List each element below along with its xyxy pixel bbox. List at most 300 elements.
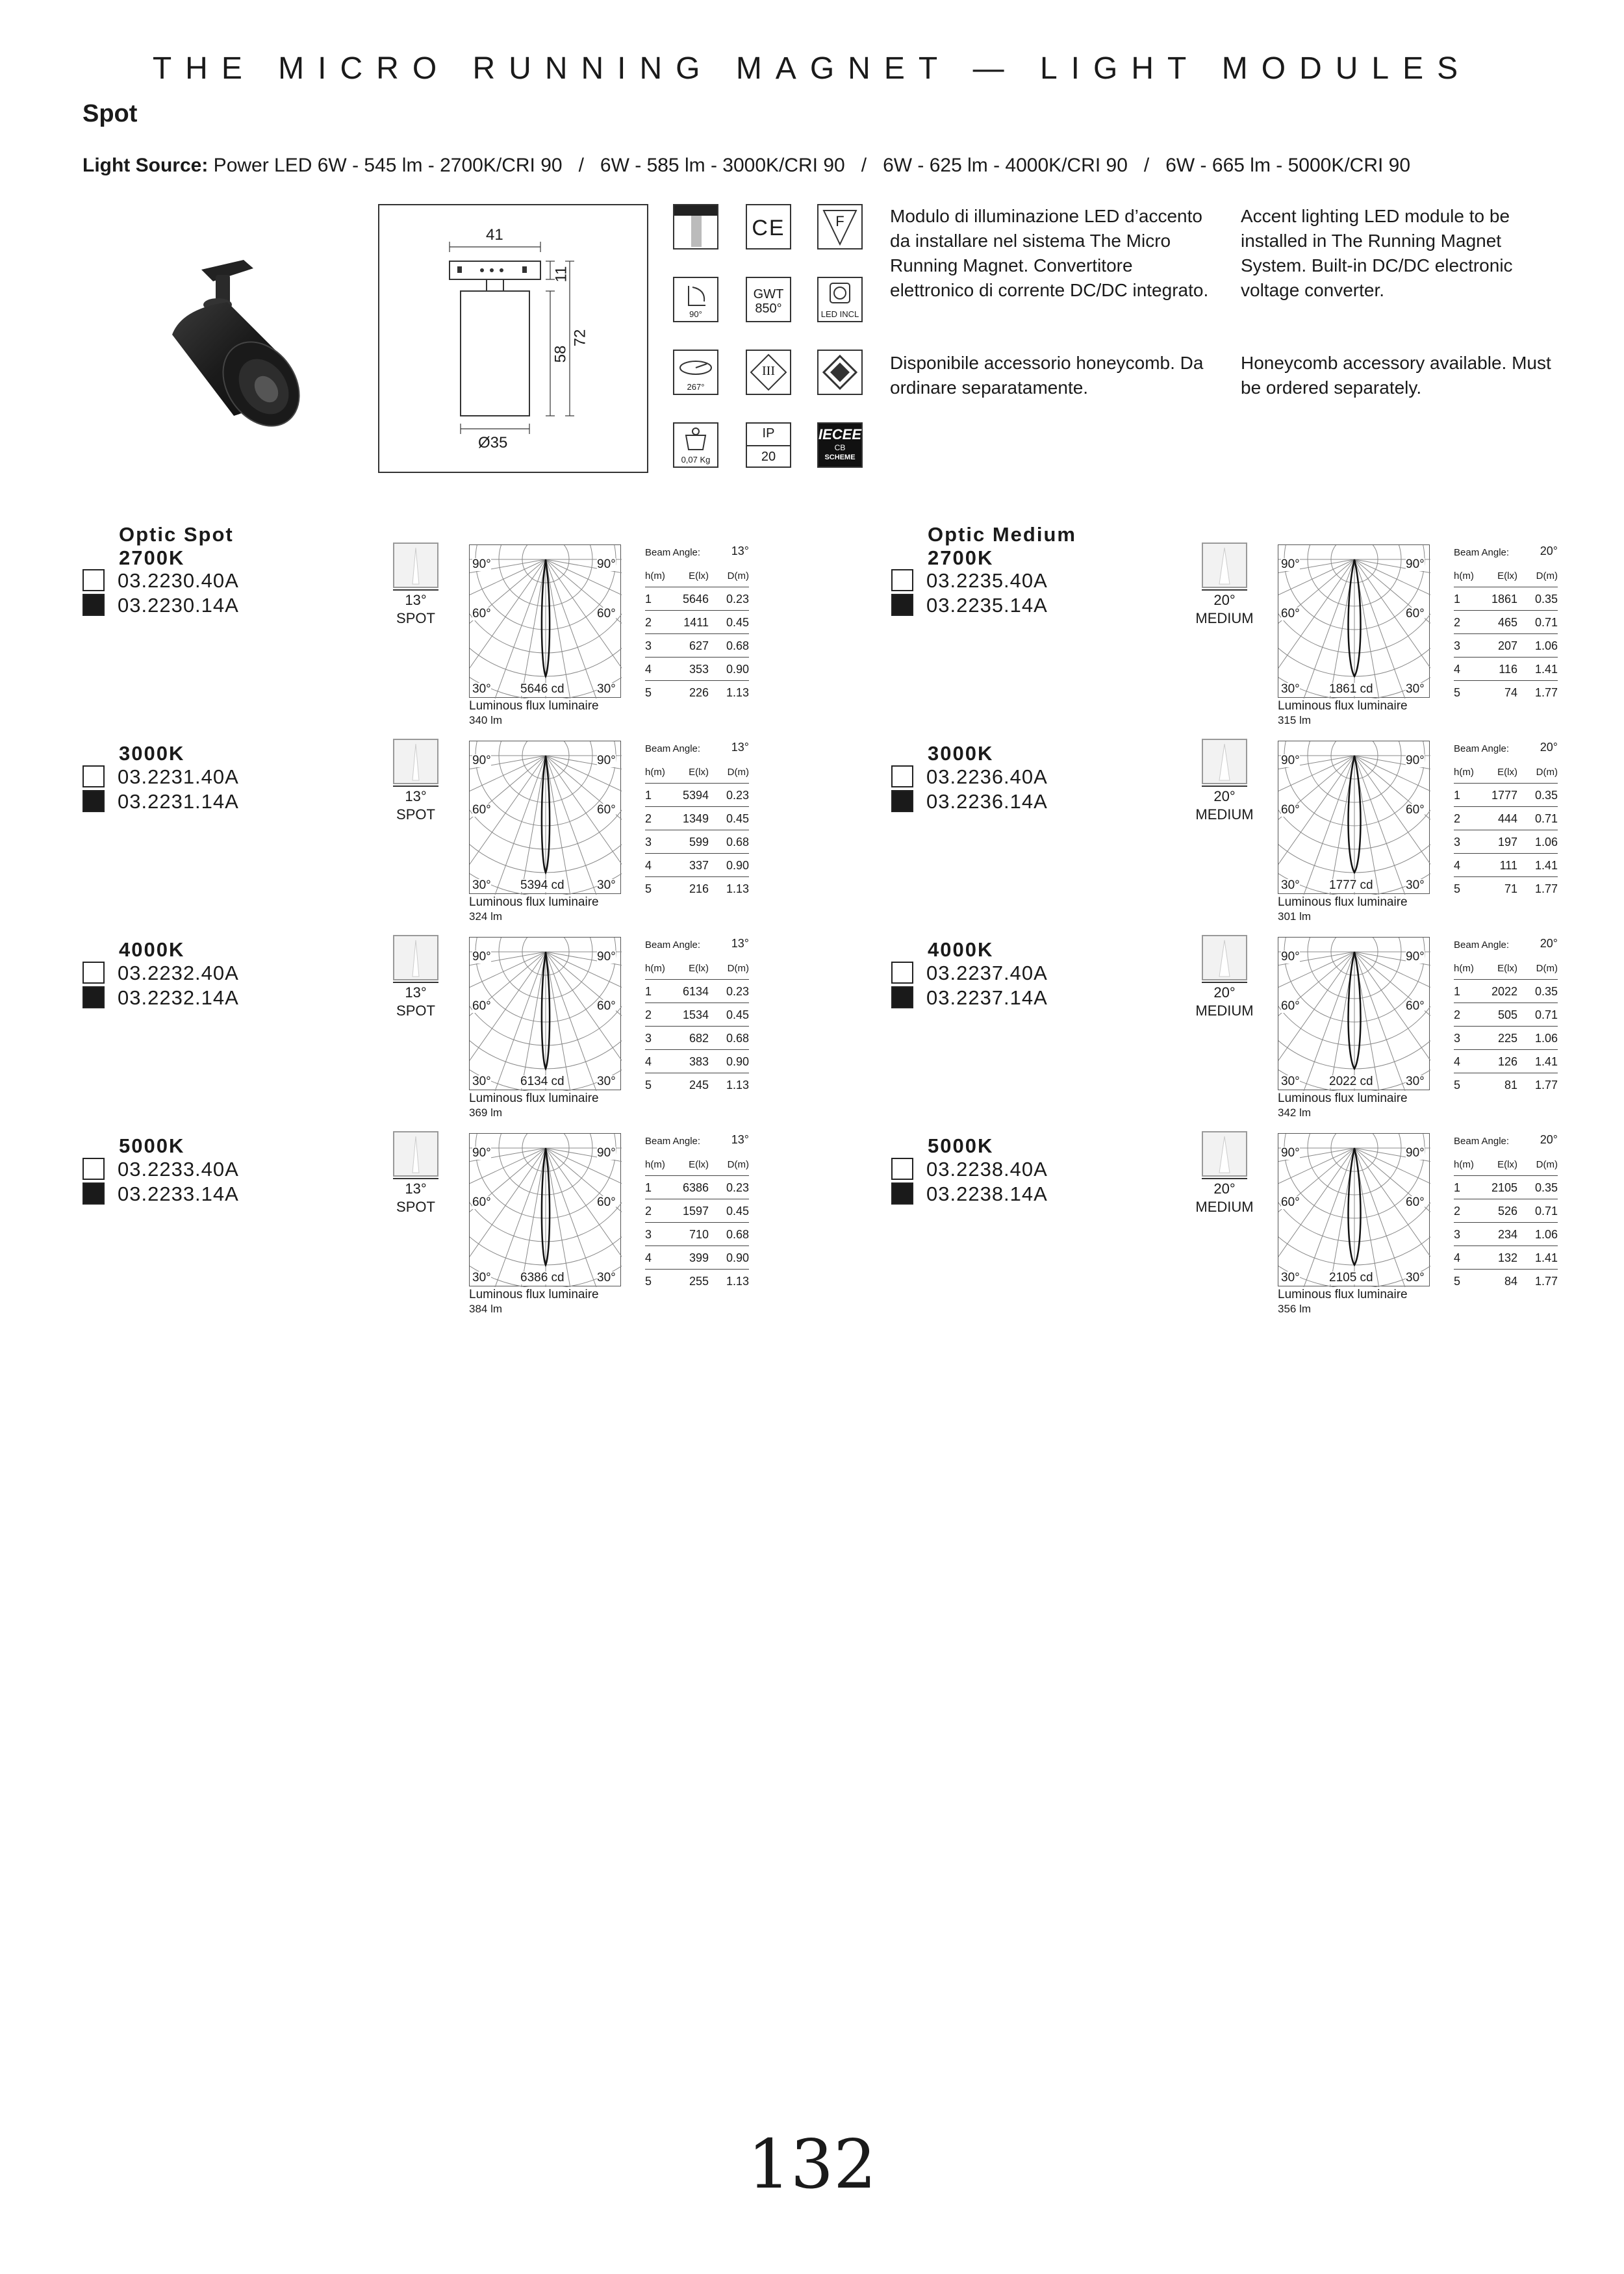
flux-label: Luminous flux luminaire [469,1288,599,1301]
polar-angle-label: 30° [1406,1075,1425,1088]
code-row-white [891,961,1048,986]
cell-e: 2105 [1491,1181,1517,1194]
cell-e: 627 [689,639,709,652]
polar-angle-label: 30° [597,1271,616,1284]
beam-angle-row [1454,544,1558,564]
cell-d: 1.06 [1534,639,1558,652]
white-finish-swatch [82,962,105,984]
peak-intensity: 1861 cd [1329,682,1373,696]
cell-d: 0.35 [1534,789,1558,802]
beam-angle-row [645,937,749,956]
polar-angle-label: 30° [1281,1075,1300,1088]
cell-h: 2 [1454,1008,1461,1021]
cell-h: 5 [1454,1079,1461,1092]
flux-block [1278,699,1408,728]
cell-h: 4 [645,1055,652,1068]
rotation-icon: 267° [673,350,718,395]
cell-h: 3 [645,639,652,652]
product-code-black: 03.2230.14A [118,594,239,617]
beam-type-label: MEDIUM [1195,1003,1254,1019]
polar-angle-label: 60° [472,999,491,1013]
cell-d: 1.13 [726,1275,749,1288]
cct-label: 2700K [119,546,185,569]
flux-block [469,895,599,924]
polar-angle-label: 30° [1281,878,1300,892]
cct-label: 4000K [928,938,994,961]
beam-icon [1202,739,1247,784]
flux-label: Luminous flux luminaire [469,895,599,909]
black-finish-swatch [891,790,913,812]
table-header-row [1454,1153,1558,1176]
polar-angle-label: 90° [1406,950,1425,964]
beam-angle-value: 13° [731,937,749,950]
cell-e: 599 [689,836,709,849]
photometric-table [1454,1133,1558,1292]
beam-angle-badge: 20° [1202,589,1247,609]
beam-angle-badge: 20° [1202,982,1247,1001]
class-iii-icon: III [746,350,791,395]
table-row [645,1199,749,1223]
cct-label: 3000K [119,742,185,765]
beam-type-label: MEDIUM [1195,1199,1254,1215]
cell-e: 682 [689,1032,709,1045]
code-row-black [82,789,239,814]
flux-label: Luminous flux luminaire [1278,699,1408,713]
polar-angle-label: 90° [597,1146,616,1160]
polar-diagram [469,544,621,698]
cell-e: 226 [689,686,709,699]
beam-angle-label: Beam Angle: [645,547,701,558]
weight-icon: 0,07 Kg [673,422,718,468]
white-finish-swatch [891,765,913,787]
table-row [1454,854,1558,877]
polar-angle-label: 90° [1406,754,1425,767]
cell-d: 0.35 [1534,1181,1558,1194]
product-code-white: 03.2235.40A [926,569,1048,592]
beam-angle-row [1454,937,1558,956]
cell-d: 0.68 [726,1228,749,1241]
white-finish-swatch [891,569,913,591]
table-row [645,980,749,1003]
table-row [1454,658,1558,681]
cct-label: 5000K [119,1134,185,1157]
code-row-black [891,986,1048,1010]
cell-h: 2 [645,1205,652,1218]
cell-d: 1.77 [1534,882,1558,895]
beam-angle-label: Beam Angle: [1454,939,1510,951]
peak-intensity: 6134 cd [520,1075,565,1088]
beam-angle-label: Beam Angle: [1454,547,1510,558]
cell-h: 3 [645,1032,652,1045]
beam-angle-row [645,741,749,760]
beam-badge [393,935,438,1019]
polar-angle-label: 90° [597,754,616,767]
polar-angle-label: 60° [597,999,616,1013]
table-header-row [1454,564,1558,587]
table-header-row [645,1153,749,1176]
cell-e: 1861 [1491,593,1517,606]
cell-e: 399 [689,1251,709,1264]
product-code-black: 03.2235.14A [926,594,1048,617]
cell-d: 0.71 [1534,616,1558,629]
cell-e: 444 [1497,812,1517,825]
cell-h: 1 [645,593,652,606]
cell-h: 4 [645,663,652,676]
accessory-it: Disponibile accessorio honeycomb. Da ordinare separatamente. [890,353,1204,398]
cct-label: 4000K [119,938,185,961]
cell-d: 0.45 [726,812,749,825]
cell-e: 5394 [682,789,709,802]
cell-e: 383 [689,1055,709,1068]
product-code-white: 03.2231.40A [118,765,239,788]
table-row [1454,1223,1558,1246]
cell-h: 1 [1454,789,1461,802]
code-row-black [891,1182,1048,1207]
product-code-black: 03.2238.14A [926,1182,1048,1205]
cell-e: 111 [1499,859,1517,872]
polar-angle-label: 90° [597,557,616,571]
white-finish-swatch [82,569,105,591]
col-d: D(m) [1536,1159,1558,1170]
table-row [645,634,749,658]
cell-e: 84 [1504,1275,1517,1288]
product-code-black: 03.2233.14A [118,1182,239,1205]
polar-diagram [1278,937,1430,1090]
dim-width: 41 [486,226,503,244]
flux-value: 384 lm [469,1303,503,1315]
cell-d: 0.45 [726,1205,749,1218]
table-row [1454,980,1558,1003]
cell-h: 3 [1454,1032,1461,1045]
cell-d: 0.90 [726,1055,749,1068]
col-e: E(lx) [689,1159,709,1170]
cell-d: 0.35 [1534,985,1558,998]
led-incl-icon: LED INCL [817,277,863,322]
cell-h: 3 [1454,836,1461,849]
flux-label: Luminous flux luminaire [1278,1092,1408,1105]
cell-e: 1597 [682,1205,709,1218]
table-row [1454,1176,1558,1199]
cell-e: 2022 [1491,985,1517,998]
cell-h: 3 [1454,1228,1461,1241]
cell-d: 1.77 [1534,686,1558,699]
polar-angle-label: 30° [472,1075,491,1088]
polar-angle-label: 30° [597,1075,616,1088]
cell-e: 1411 [683,616,709,629]
beam-angle-row [645,544,749,564]
code-row-white [82,1157,239,1182]
table-row [1454,807,1558,830]
col-h: h(m) [1454,570,1474,581]
polar-diagram [1278,741,1430,894]
table-row [1454,1027,1558,1050]
table-row [1454,1270,1558,1292]
table-row [645,1246,749,1270]
table-row [645,1003,749,1027]
table-row [1454,877,1558,900]
accessory-en: Honeycomb accessory available. Must be ordered separately. [1241,353,1551,398]
cell-e: 197 [1497,836,1517,849]
polar-angle-label: 30° [472,1271,491,1284]
polar-angle-label: 60° [597,1195,616,1209]
product-code-white: 03.2236.40A [926,765,1048,788]
col-h: h(m) [1454,767,1474,778]
table-row [645,784,749,807]
table-row [645,658,749,681]
cell-d: 1.77 [1534,1275,1558,1288]
flux-value: 369 lm [469,1106,503,1119]
peak-intensity: 2022 cd [1329,1075,1373,1088]
photometric-table [1454,937,1558,1096]
table-header-row [1454,760,1558,784]
cell-e: 216 [689,882,709,895]
photometric-table [1454,544,1558,704]
beam-angle-badge: 20° [1202,786,1247,805]
black-finish-swatch [891,986,913,1008]
cell-d: 1.41 [1534,1251,1558,1264]
variant-title [119,938,184,962]
description-it: Modulo di illuminazione LED d’accento da installare nel sistema The Micro Running Magnet. Convertitore elettronico di corrente DC/DC integrato. [890,206,1209,300]
col-d: D(m) [727,767,749,778]
beam-angle-row [1454,1133,1558,1153]
beam-badge [1195,543,1254,627]
variant-title [119,742,184,765]
polar-angle-label: 90° [1281,1146,1300,1160]
f-mark-icon: F [817,204,863,249]
cell-h: 5 [645,1079,652,1092]
flux-label: Luminous flux luminaire [469,699,599,713]
product-code-white: 03.2230.40A [118,569,239,592]
beam-angle-badge: 20° [1202,1178,1247,1197]
col-h: h(m) [645,963,665,974]
photometric-table [645,741,749,900]
product-code-black: 03.2231.14A [118,790,239,813]
cell-h: 5 [1454,686,1461,699]
polar-angle-label: 30° [1406,1271,1425,1284]
polar-diagram [469,937,621,1090]
cell-d: 0.90 [726,859,749,872]
product-code-black: 03.2236.14A [926,790,1048,813]
track-mount-icon [673,204,718,249]
beam-icon [393,739,438,784]
beam-angle-value: 20° [1540,741,1558,754]
cell-e: 526 [1497,1205,1517,1218]
code-row-white [891,568,1048,593]
cell-h: 1 [1454,985,1461,998]
code-row-white [82,568,239,593]
table-row [645,1270,749,1292]
table-row [645,1050,749,1073]
cell-e: 245 [689,1079,709,1092]
description-en: Accent lighting LED module to be installed in The Running Magnet System. Built-in DC/DC electronic voltage converter. [1241,206,1513,300]
beam-badge [1195,935,1254,1019]
cell-h: 5 [645,1275,652,1288]
table-header-row [645,760,749,784]
beam-angle-value: 20° [1540,544,1558,557]
cell-e: 1777 [1491,789,1517,802]
cell-e: 1534 [682,1008,709,1021]
cell-h: 4 [1454,663,1461,676]
beam-angle-value: 20° [1540,1133,1558,1146]
polar-angle-label: 90° [1406,557,1425,571]
black-finish-swatch [82,790,105,812]
table-row [645,1073,749,1096]
beam-angle-label: Beam Angle: [645,743,701,754]
beam-angle-badge: 13° [393,589,438,609]
code-row-black [891,593,1048,618]
ip-rating-icon: IP 20 [746,422,791,468]
code-row-black [891,789,1048,814]
photometric-table [645,544,749,704]
cell-e: 465 [1497,616,1517,629]
tilt-icon: 90° [673,277,718,322]
col-e: E(lx) [1497,963,1517,974]
polar-diagram [1278,1133,1430,1286]
light-source-line [82,155,1410,177]
table-row [645,807,749,830]
dim-top-height: 11 [552,266,570,283]
product-code-white: 03.2238.40A [926,1158,1048,1181]
cell-h: 3 [645,836,652,849]
cell-h: 1 [645,789,652,802]
polar-angle-label: 30° [597,682,616,696]
polar-angle-label: 30° [472,682,491,696]
peak-intensity: 1777 cd [1329,878,1373,892]
polar-diagram [469,741,621,894]
cell-d: 1.13 [726,882,749,895]
table-row [645,681,749,704]
beam-badge [393,1131,438,1216]
cell-h: 1 [645,1181,652,1194]
table-row [645,1223,749,1246]
table-row [1454,784,1558,807]
cell-e: 225 [1497,1032,1517,1045]
cell-h: 5 [645,882,652,895]
cell-h: 5 [1454,882,1461,895]
col-h: h(m) [1454,963,1474,974]
cct-label: 5000K [928,1134,994,1157]
variant-title [928,938,993,962]
cell-d: 1.41 [1534,663,1558,676]
beam-angle-badge: 13° [393,982,438,1001]
col-d: D(m) [727,1159,749,1170]
flux-label: Luminous flux luminaire [1278,895,1408,909]
cell-h: 5 [1454,1275,1461,1288]
variant-title [928,742,993,765]
cell-e: 1349 [682,812,709,825]
cell-h: 4 [645,859,652,872]
cell-e: 6134 [682,985,709,998]
beam-angle-badge: 13° [393,786,438,805]
table-row [645,877,749,900]
polar-angle-label: 90° [472,557,491,571]
cell-e: 74 [1504,686,1517,699]
product-code-white: 03.2237.40A [926,962,1048,984]
cell-e: 353 [689,663,709,676]
polar-angle-label: 30° [597,878,616,892]
flux-value: 340 lm [469,714,503,726]
cell-d: 0.23 [726,1181,749,1194]
cell-h: 2 [645,1008,652,1021]
black-finish-swatch [82,594,105,616]
polar-angle-label: 60° [1281,803,1300,817]
black-finish-swatch [82,986,105,1008]
col-e: E(lx) [1497,1159,1517,1170]
beam-icon [1202,935,1247,980]
table-row [1454,1246,1558,1270]
col-e: E(lx) [689,570,709,581]
beam-angle-label: Beam Angle: [645,939,701,951]
page-title: THE MICRO RUNNING MAGNET — LIGHT MODULES [152,51,1472,86]
cell-h: 2 [1454,616,1461,629]
table-row [645,830,749,854]
polar-angle-label: 60° [472,607,491,620]
polar-angle-label: 90° [472,754,491,767]
col-d: D(m) [1536,767,1558,778]
dim-total-height: 72 [571,329,589,347]
cell-e: 71 [1504,882,1517,895]
cell-e: 207 [1497,639,1517,652]
cell-d: 0.90 [726,663,749,676]
col-e: E(lx) [689,767,709,778]
col-h: h(m) [645,1159,665,1170]
beam-badge [393,543,438,627]
variant-title [119,523,234,570]
polar-angle-label: 60° [1281,999,1300,1013]
polar-angle-label: 90° [472,1146,491,1160]
cell-h: 1 [1454,593,1461,606]
flux-value: 356 lm [1278,1303,1312,1315]
flux-block [1278,1288,1408,1316]
polar-angle-label: 90° [1281,557,1300,571]
code-row-black [82,593,239,618]
white-finish-swatch [891,1158,913,1180]
polar-angle-label: 60° [1406,999,1425,1013]
cell-d: 0.35 [1534,593,1558,606]
cell-h: 2 [1454,1205,1461,1218]
beam-angle-row [1454,741,1558,760]
beam-type-label: MEDIUM [1195,610,1254,626]
cell-e: 81 [1504,1079,1517,1092]
cell-h: 2 [1454,812,1461,825]
cell-d: 0.90 [726,1251,749,1264]
col-e: E(lx) [1497,570,1517,581]
flux-value: 301 lm [1278,910,1312,923]
table-row [1454,681,1558,704]
table-row [645,854,749,877]
ce-mark-icon: CE [746,204,791,249]
flux-label: Luminous flux luminaire [1278,1288,1408,1301]
cell-d: 0.45 [726,1008,749,1021]
cell-d: 0.71 [1534,812,1558,825]
cell-h: 1 [645,985,652,998]
table-header-row [645,956,749,980]
cell-d: 0.23 [726,789,749,802]
polar-angle-label: 30° [1406,878,1425,892]
cell-d: 1.13 [726,686,749,699]
polar-angle-label: 30° [1406,682,1425,696]
table-row [645,611,749,634]
code-row-white [82,765,239,789]
table-row [1454,1073,1558,1096]
cell-d: 1.06 [1534,836,1558,849]
flux-value: 342 lm [1278,1106,1312,1119]
beam-type-label: SPOT [396,1003,435,1019]
polar-angle-label: 90° [597,950,616,964]
cell-h: 4 [645,1251,652,1264]
table-row [1454,587,1558,611]
col-h: h(m) [1454,1159,1474,1170]
